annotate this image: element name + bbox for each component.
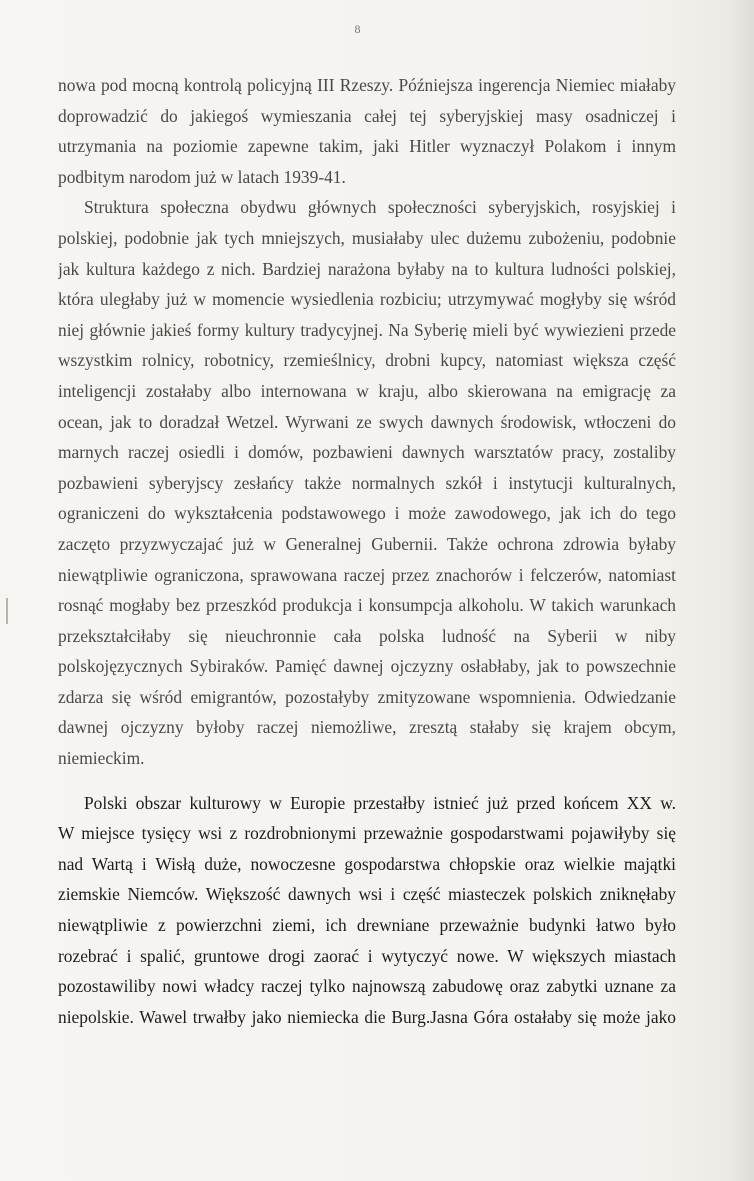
text-line: jak kultura każdego z nich. Bardziej narażona byłaby na to kultura ludności polskiej, [58,258,676,279]
text-line: doprowadzić do jakiegoś wymieszania całej tej syberyjskiej masy osadniczej i [58,105,676,126]
text-line: wszystkim rolnicy, robotnicy, rzemieślnicy, drobni kupcy, natomiast większa część [58,350,676,371]
text-line: ziemskie Niemców. Większość dawnych wsi i część miasteczek polskich zniknęłaby [58,884,676,905]
text-line: niewątpliwie ograniczona, sprawowana raczej przez znachorów i felczerów, natomiast [58,564,676,585]
text-line: polskiej, podobnie jak tych mniejszych, musiałaby ulec dużemu zubożeniu, podobnie [58,227,676,248]
margin-mark [6,598,8,624]
text-line: Struktura społeczna obydwu głównych społeczności syberyjskich, rosyjskiej i [84,197,676,218]
text-line: polskojęzycznych Sybiraków. Pamięć dawnej ojczyzny osłabłaby, jak to powszechnie [58,656,676,677]
text-line: niepolskie. Wawel trwałby jako niemiecka die Burg.Jasna Góra ostałaby się może jako [58,1006,676,1027]
text-line: rozebrać i spalić, gruntowe drogi zaorać i wytyczyć nowe. W większych miastach [58,945,676,966]
text-line: Polski obszar kulturowy w Europie przestałby istnieć już przed końcem XX w. [84,792,676,813]
text-line: pozostawiliby nowi władcy raczej tylko najnowszą zabudowę oraz zabytki uznane za [58,976,676,997]
text-line: marnych raczej osiedli i domów, pozbawieni dawnych warsztatów pracy, zostaliby [58,442,676,463]
body-text [58,70,676,1032]
text-line: pozbawieni syberyjscy zesłańcy także normalnych szkół i instytucji kulturalnych, [58,472,676,493]
text-line: przekształciłaby się nieuchronnie cała polska ludność na Syberii w niby [58,625,676,646]
text-line: ograniczeni do wykształcenia podstawowego i może zawodowego, jak ich do tego [58,503,676,524]
text-line: rosnąć mogłaby bez przeszkód produkcja i konsumpcja alkoholu. W takich warunkach [58,595,676,616]
text-line: niej głównie jakieś formy kultury tradycyjnej. Na Syberię mieli być wywiezieni przede [58,319,676,340]
text-line: która uległaby już w momencie wysiedlenia rozbiciu; utrzymywać mogłyby się wśród [58,289,676,310]
text-line: niewątpliwie z powierzchni ziemi, ich drewniane przeważnie budynki łatwo było [58,915,676,936]
text-line: inteligencji zostałaby albo internowana w kraju, albo skierowana na emigrację za [58,380,676,401]
text-line: zdarza się wśród emigrantów, pozostałyby zmityzowane wspomnienia. Odwiedzanie [58,686,676,707]
text-line: utrzymania na poziomie zapewne takim, jaki Hitler wyznaczył Polakom i innym [58,136,676,157]
text-line: niemieckim. [58,748,145,769]
text-line: ocean, jak to doradzał Wetzel. Wyrwani ze swych dawnych środowisk, wtłoczeni do [58,411,676,432]
page-edge-shadow [726,0,754,1181]
text-line: nowa pod mocną kontrolą policyjną III Rzeszy. Późniejsza ingerencja Niemiec miałaby [58,75,676,95]
text-line: nad Wartą i Wisłą duże, nowoczesne gospodarstwa chłopskie oraz wielkie majątki [58,853,676,874]
paragraph-gap [58,774,676,788]
text-line: zaczęto przyzwyczajać już w Generalnej Gubernii. Także ochrona zdrowia byłaby [58,533,676,554]
text-line: podbitym narodom już w latach 1939-41. [58,166,346,187]
text-line: W miejsce tysięcy wsi z rozdrobnionymi przeważnie gospodarstwami pojawiłyby się [58,823,676,844]
page-number: 8 [354,22,361,36]
text-line: dawnej ojczyzny byłoby raczej niemożliwe, zresztą stałaby się krajem obcym, [58,717,676,738]
